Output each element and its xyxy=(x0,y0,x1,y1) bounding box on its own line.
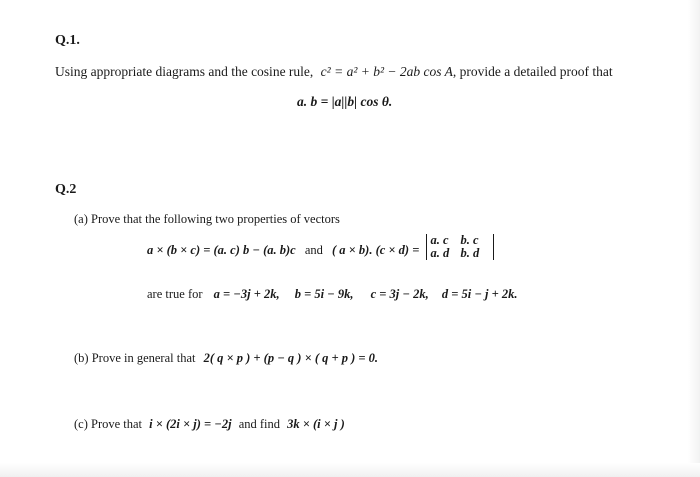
q1-intro: Using appropriate diagrams and the cosine rule, xyxy=(55,64,314,79)
det-cell-r2c2: b. d xyxy=(460,246,480,260)
q1-statement xyxy=(55,64,613,80)
q2a-prompt: (a) Prove that the following two properties of vectors xyxy=(74,212,340,226)
q1-cosine-formula: c² = a² + b² − 2ab cos A xyxy=(320,64,453,79)
q2c-and-find: and find xyxy=(238,417,281,431)
q2c-expression-2: 3k × (i × j ) xyxy=(287,417,345,431)
q2b-expression: 2( q × p ) + (p − q ) × ( q + p ) = 0. xyxy=(203,351,379,365)
q2-heading: Q.2 xyxy=(55,182,77,197)
q2b-prompt: (b) Prove in general that xyxy=(74,351,196,365)
determinant-row-2 xyxy=(430,247,490,260)
page-edge-right xyxy=(688,0,700,477)
vector-b: b = 5i − 9k, xyxy=(294,287,354,301)
vector-d: d = 5i − j + 2k. xyxy=(441,287,518,301)
q2c-statement xyxy=(74,417,345,432)
q1-outro: , provide a detailed proof that xyxy=(452,64,613,79)
det-cell-r1c1: a. c xyxy=(430,233,449,247)
q1-heading: Q.1. xyxy=(55,33,80,48)
det-cell-r1c2: b. c xyxy=(460,233,479,247)
det-cell-r2c1: a. d xyxy=(430,246,450,260)
vector-a: a = −3j + 2k, xyxy=(213,287,280,301)
q2a-and: and xyxy=(304,242,323,257)
q2c-expression-1: i × (2i × j) = −2j xyxy=(149,417,232,431)
q1-result: a. b = |a||b| cos θ. xyxy=(297,94,393,109)
q2b-statement xyxy=(74,351,378,366)
q2a-property-1: a × (b × c) = (a. c) b − (a. b)c xyxy=(147,242,296,257)
page-edge-bottom xyxy=(0,463,700,477)
q2a-true-for: are true for xyxy=(147,287,203,301)
q2a-property-2: ( a × b). (c × d) = xyxy=(332,242,420,257)
q2c-prompt: (c) Prove that xyxy=(74,417,143,431)
q2a-determinant xyxy=(426,234,494,260)
q2a-properties xyxy=(147,233,494,260)
vector-c: c = 3j − 2k, xyxy=(370,287,429,301)
q2a-vectors xyxy=(147,287,518,302)
